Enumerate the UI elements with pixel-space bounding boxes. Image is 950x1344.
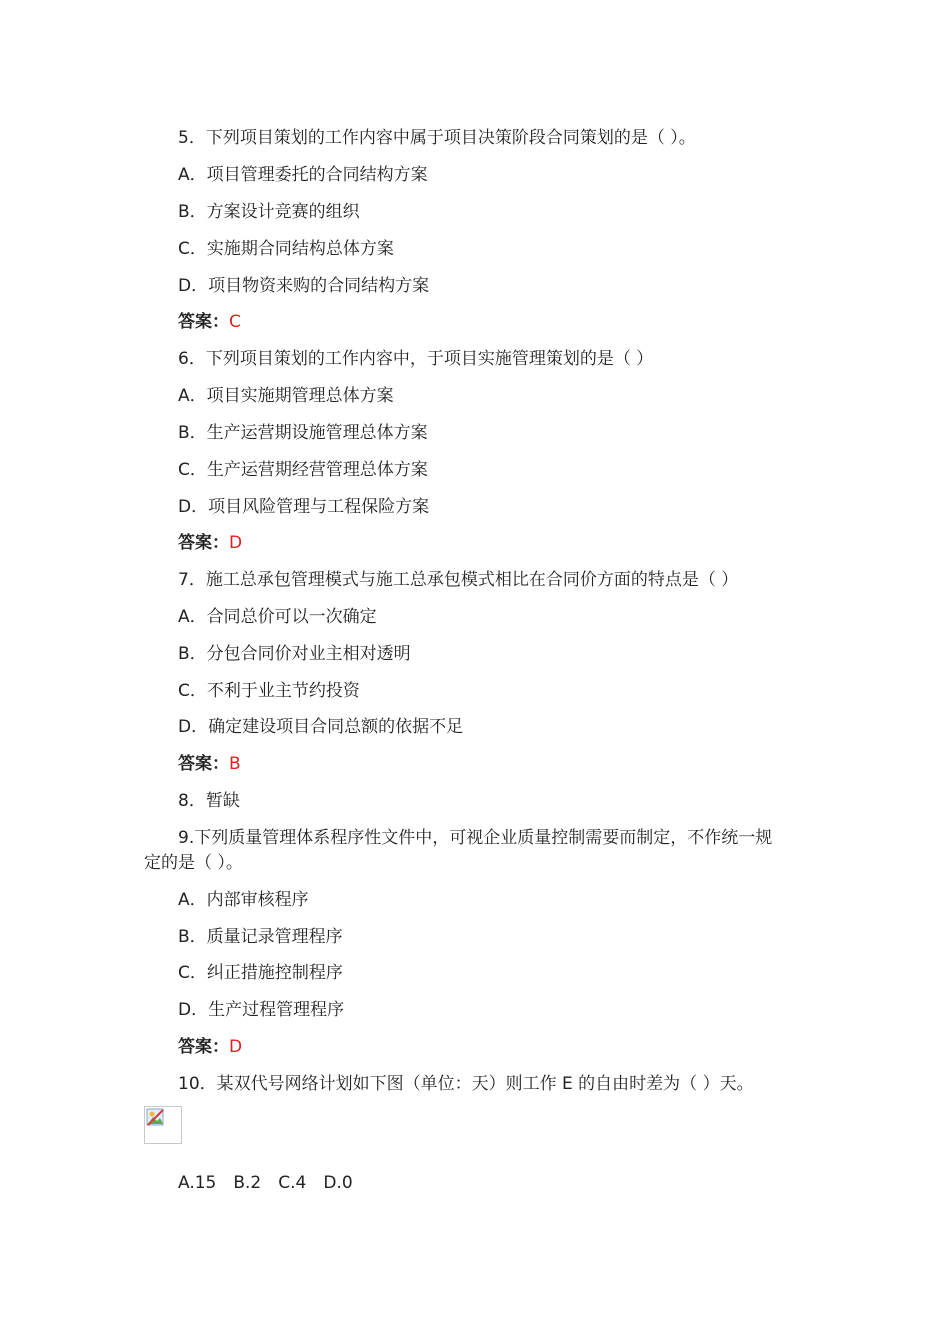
answer-value: B <box>229 754 241 774</box>
question-7-option-b: B．分包合同价对业主相对透明 <box>178 644 411 664</box>
answer-value: C <box>229 312 241 332</box>
question-9-stem <box>144 826 824 876</box>
question-6-answer <box>178 532 242 554</box>
question-5-option-d: D．项目物资来购的合同结构方案 <box>178 276 430 296</box>
question-8-stem: 8．暂缺 <box>178 791 240 811</box>
question-5-option-b: B．方案设计竞赛的组织 <box>178 202 360 222</box>
question-5-stem: 5．下列项目策划的工作内容中属于项目决策阶段合同策划的是（ ）。 <box>178 128 696 148</box>
answer-label: 答案： <box>178 1037 229 1057</box>
question-5-option-a: A．项目管理委托的合同结构方案 <box>178 165 428 185</box>
question-7-option-a: A．合同总价可以一次确定 <box>178 607 377 627</box>
answer-label: 答案： <box>178 754 229 774</box>
question-7-option-d: D．确定建设项目合同总额的依据不足 <box>178 717 464 737</box>
question-9-answer <box>178 1036 242 1058</box>
question-6-option-a: A．项目实施期管理总体方案 <box>178 386 394 406</box>
answer-label: 答案： <box>178 533 229 553</box>
question-9-option-b: B．质量记录管理程序 <box>178 927 343 947</box>
answer-value: D <box>229 533 243 553</box>
question-6-option-c: C．生产运营期经营管理总体方案 <box>178 460 428 480</box>
question-7-answer <box>178 753 241 775</box>
question-7-option-c: C．不利于业主节约投资 <box>178 681 360 701</box>
question-5-option-c: C．实施期合同结构总体方案 <box>178 239 394 259</box>
question-10-options: A.15 B.2 C.4 D.0 <box>178 1173 353 1193</box>
answer-value: D <box>229 1037 243 1057</box>
question-9-option-a: A．内部审核程序 <box>178 890 309 910</box>
question-6-stem: 6．下列项目策划的工作内容中，于项目实施管理策划的是（ ） <box>178 349 654 369</box>
question-9-option-c: C．纠正措施控制程序 <box>178 963 343 983</box>
answer-label: 答案： <box>178 312 229 332</box>
question-9-stem-line-2: 定的是（ ）。 <box>144 853 243 873</box>
broken-image-icon <box>144 1106 182 1144</box>
question-5-answer <box>178 311 241 333</box>
question-7-stem: 7．施工总承包管理模式与施工总承包模式相比在合同价方面的特点是（ ） <box>178 570 739 590</box>
question-9-stem-line-1: 9.下列质量管理体系程序性文件中，可视企业质量控制需要而制定，不作统一规 <box>178 828 773 848</box>
question-6-option-b: B．生产运营期设施管理总体方案 <box>178 423 428 443</box>
question-10-stem: 10．某双代号网络计划如下图（单位：天）则工作 E 的自由时差为（ ）天。 <box>178 1074 754 1094</box>
question-6-option-d: D．项目风险管理与工程保险方案 <box>178 497 430 517</box>
question-9-option-d: D．生产过程管理程序 <box>178 1000 345 1020</box>
